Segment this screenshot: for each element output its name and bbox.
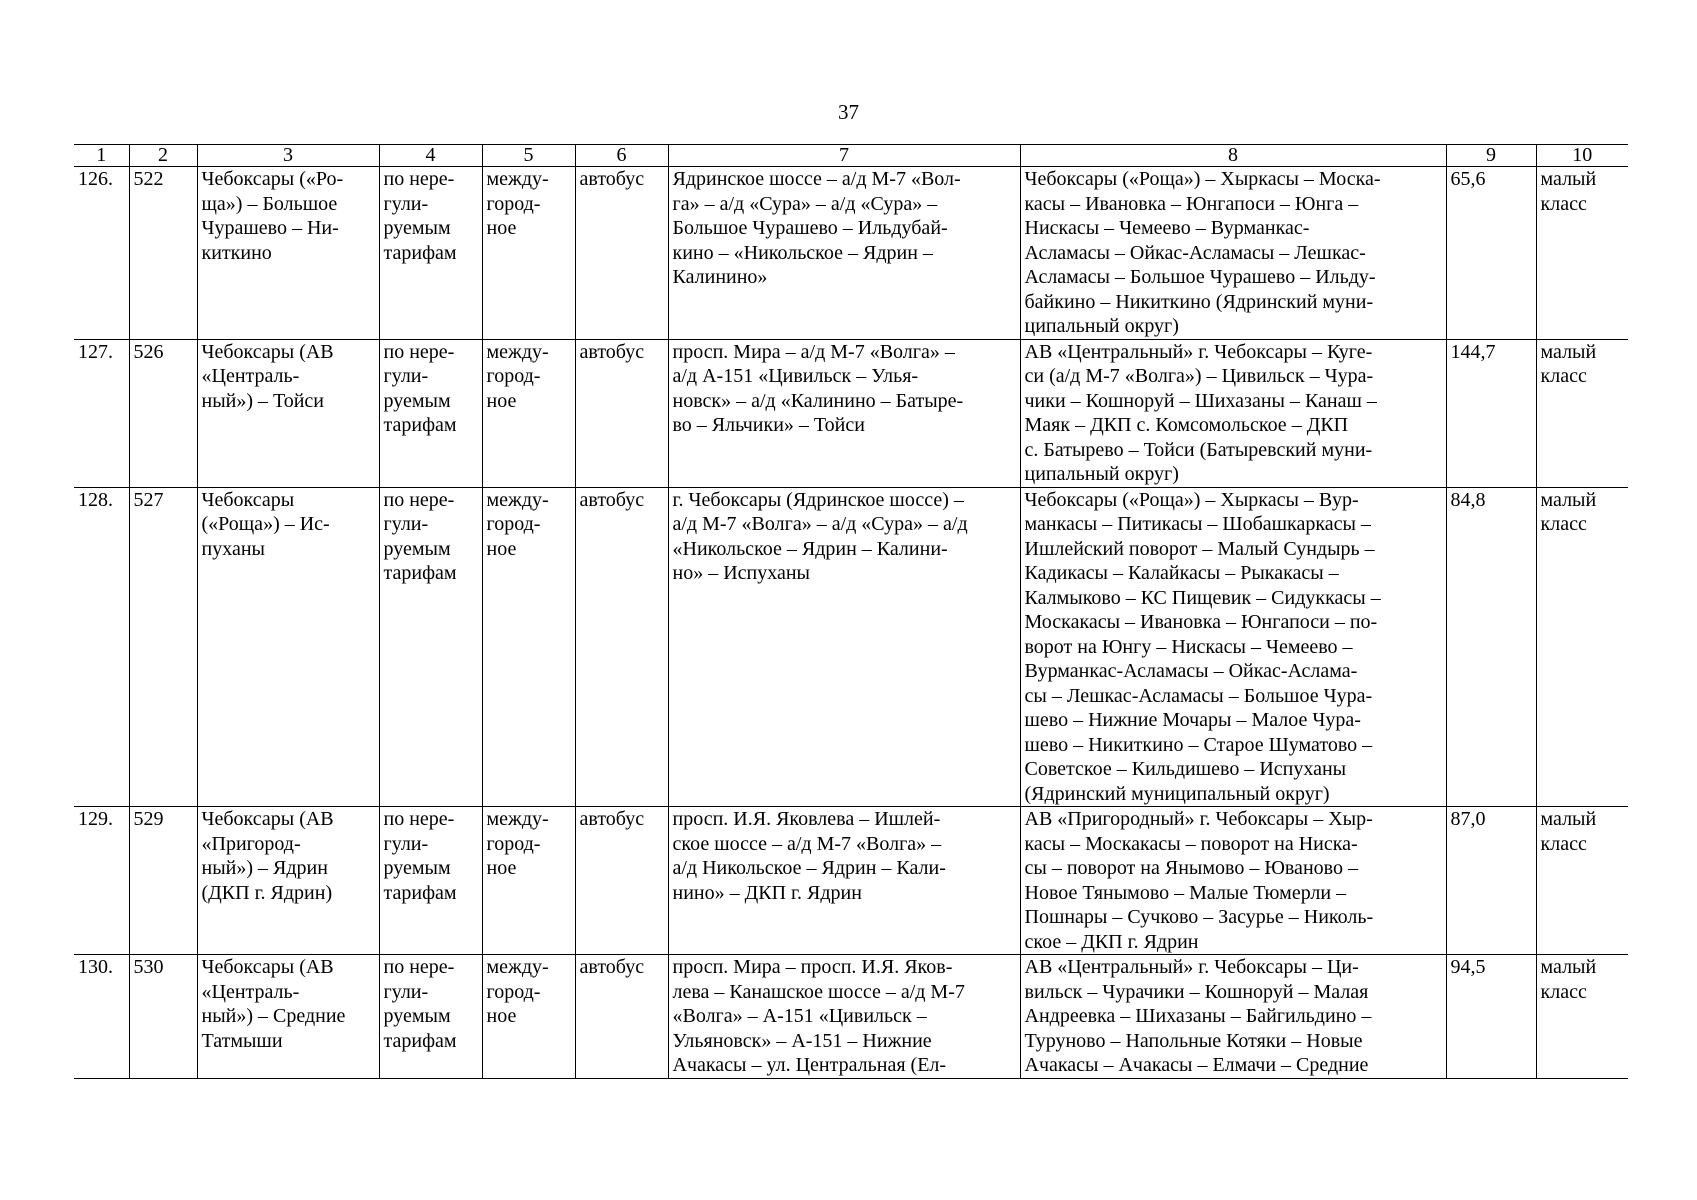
table-row (74, 807, 1628, 955)
stops-cell: АВ «Центральный» г. Чебоксары – Ци- вильск – Чурачики – Кошноруй – Малая Андреевка – Шихазаны – Байгильдино – Туруново – Напольные Котяки – Новые Ачакасы – Ачакасы – Елмачи – Средние (1020, 955, 1446, 1079)
vehicle-type: автобус (575, 339, 668, 487)
vehicle-class: малый класс (1536, 807, 1628, 955)
column-header: 9 (1446, 145, 1536, 167)
route-code: 530 (129, 955, 197, 1079)
route-length: 87,0 (1446, 807, 1536, 955)
row-number: 130. (74, 955, 129, 1079)
route-length: 65,6 (1446, 167, 1536, 340)
stops-cell: Чебоксары («Роща») – Хыркасы – Моска- касы – Ивановка – Юнгапоси – Юнга – Нискасы – Чемеево – Вурманкас- Асламасы – Ойкас-Асламасы – Лешкас- Асламасы – Большое Чурашево – Ильду- байкино – Никиткино (Ядринский муни- ципальный округ) (1020, 167, 1446, 340)
route-type: между- город- ное (482, 339, 575, 487)
route-length: 144,7 (1446, 339, 1536, 487)
route-type: между- город- ное (482, 167, 575, 340)
table-row (74, 487, 1628, 807)
tariff-cell: по нере- гули- руемым тарифам (379, 955, 482, 1079)
route-name: Чебоксары (АВ «Централь- ный») – Тойси (197, 339, 379, 487)
column-header: 4 (379, 145, 482, 167)
column-header: 6 (575, 145, 668, 167)
vehicle-type: автобус (575, 955, 668, 1079)
route-name: Чебоксары (АВ «Централь- ный») – Средние Татмыши (197, 955, 379, 1079)
route-type: между- город- ное (482, 487, 575, 807)
streets-cell: просп. Мира – просп. И.Я. Яков- лева – Канашское шоссе – а/д М-7 «Волга» – А-151 «Цивильск – Ульяновск» – А-151 – Нижние Ачакасы – ул. Центральная (Ел- (668, 955, 1020, 1079)
route-code: 526 (129, 339, 197, 487)
stops-cell: АВ «Центральный» г. Чебоксары – Куге- си (а/д М-7 «Волга») – Цивильск – Чура- чики – Кошноруй – Шихазаны – Канаш – Маяк – ДКП с. Комсомольское – ДКП с. Батырево – Тойси (Батыревский муни- ципальный округ) (1020, 339, 1446, 487)
route-length: 94,5 (1446, 955, 1536, 1079)
route-name: Чебоксары («Ро- ща») – Большое Чурашево – Ни- киткино (197, 167, 379, 340)
stops-cell: АВ «Пригородный» г. Чебоксары – Хыр- касы – Москакасы – поворот на Ниска- сы – поворот на Янымово – Юваново – Новое Тянымово – Малые Тюмерли – Пошнары – Сучково – Засурье – Николь- ское – ДКП г. Ядрин (1020, 807, 1446, 955)
routes-table (74, 144, 1628, 1079)
streets-cell: г. Чебоксары (Ядринское шоссе) – а/д М-7 «Волга» – а/д «Сура» – а/д «Никольское – Ядрин – Калини- но» – Испуханы (668, 487, 1020, 807)
route-code: 529 (129, 807, 197, 955)
vehicle-class: малый класс (1536, 955, 1628, 1079)
column-header: 1 (74, 145, 129, 167)
row-number: 127. (74, 339, 129, 487)
table-row (74, 339, 1628, 487)
row-number: 129. (74, 807, 129, 955)
vehicle-type: автобус (575, 167, 668, 340)
header-row (74, 145, 1628, 167)
stops-cell: Чебоксары («Роща») – Хыркасы – Вур- манкасы – Питикасы – Шобашкаркасы – Ишлейский поворот – Малый Сундырь – Кадикасы – Калайкасы – Рыкакасы – Калмыково – КС Пищевик – Сидуккасы – Москакасы – Ивановка – Юнгапоси – по- ворот на Юнгу – Нискасы – Чемеево – Вурманкас-Асламасы – Ойкас-Аслама- сы – Лешкас-Асламасы – Большое Чура- шево – Нижние Мочары – Малое Чура- шево – Никиткино – Старое Шуматово – Советское – Кильдишево – Испуханы (Ядринский муниципальный округ) (1020, 487, 1446, 807)
row-number: 126. (74, 167, 129, 340)
column-header: 2 (129, 145, 197, 167)
vehicle-class: малый класс (1536, 167, 1628, 340)
column-header: 5 (482, 145, 575, 167)
vehicle-type: автобус (575, 807, 668, 955)
tariff-cell: по нере- гули- руемым тарифам (379, 487, 482, 807)
column-header: 3 (197, 145, 379, 167)
tariff-cell: по нере- гули- руемым тарифам (379, 167, 482, 340)
row-number: 128. (74, 487, 129, 807)
table-row (74, 167, 1628, 340)
column-header: 10 (1536, 145, 1628, 167)
route-code: 522 (129, 167, 197, 340)
route-type: между- город- ное (482, 807, 575, 955)
vehicle-class: малый класс (1536, 487, 1628, 807)
streets-cell: просп. И.Я. Яковлева – Ишлей- ское шоссе – а/д М-7 «Волга» – а/д Никольское – Ядрин – Кали- нино» – ДКП г. Ядрин (668, 807, 1020, 955)
column-header: 8 (1020, 145, 1446, 167)
route-length: 84,8 (1446, 487, 1536, 807)
vehicle-type: автобус (575, 487, 668, 807)
route-type: между- город- ное (482, 955, 575, 1079)
route-name: Чебоксары («Роща») – Ис- пуханы (197, 487, 379, 807)
streets-cell: просп. Мира – а/д М-7 «Волга» – а/д А-151 «Цивильск – Улья- новск» – а/д «Калинино – Батыре- во – Яльчики» – Тойси (668, 339, 1020, 487)
route-name: Чебоксары (АВ «Пригород- ный») – Ядрин (ДКП г. Ядрин) (197, 807, 379, 955)
page-number: 37 (838, 100, 859, 124)
tariff-cell: по нере- гули- руемым тарифам (379, 807, 482, 955)
column-header: 7 (668, 145, 1020, 167)
tariff-cell: по нере- гули- руемым тарифам (379, 339, 482, 487)
streets-cell: Ядринское шоссе – а/д М-7 «Вол- га» – а/д «Сура» – а/д «Сура» – Большое Чурашево – Ильдубай- кино – «Никольское – Ядрин – Калинино» (668, 167, 1020, 340)
table-row (74, 955, 1628, 1079)
vehicle-class: малый класс (1536, 339, 1628, 487)
route-code: 527 (129, 487, 197, 807)
